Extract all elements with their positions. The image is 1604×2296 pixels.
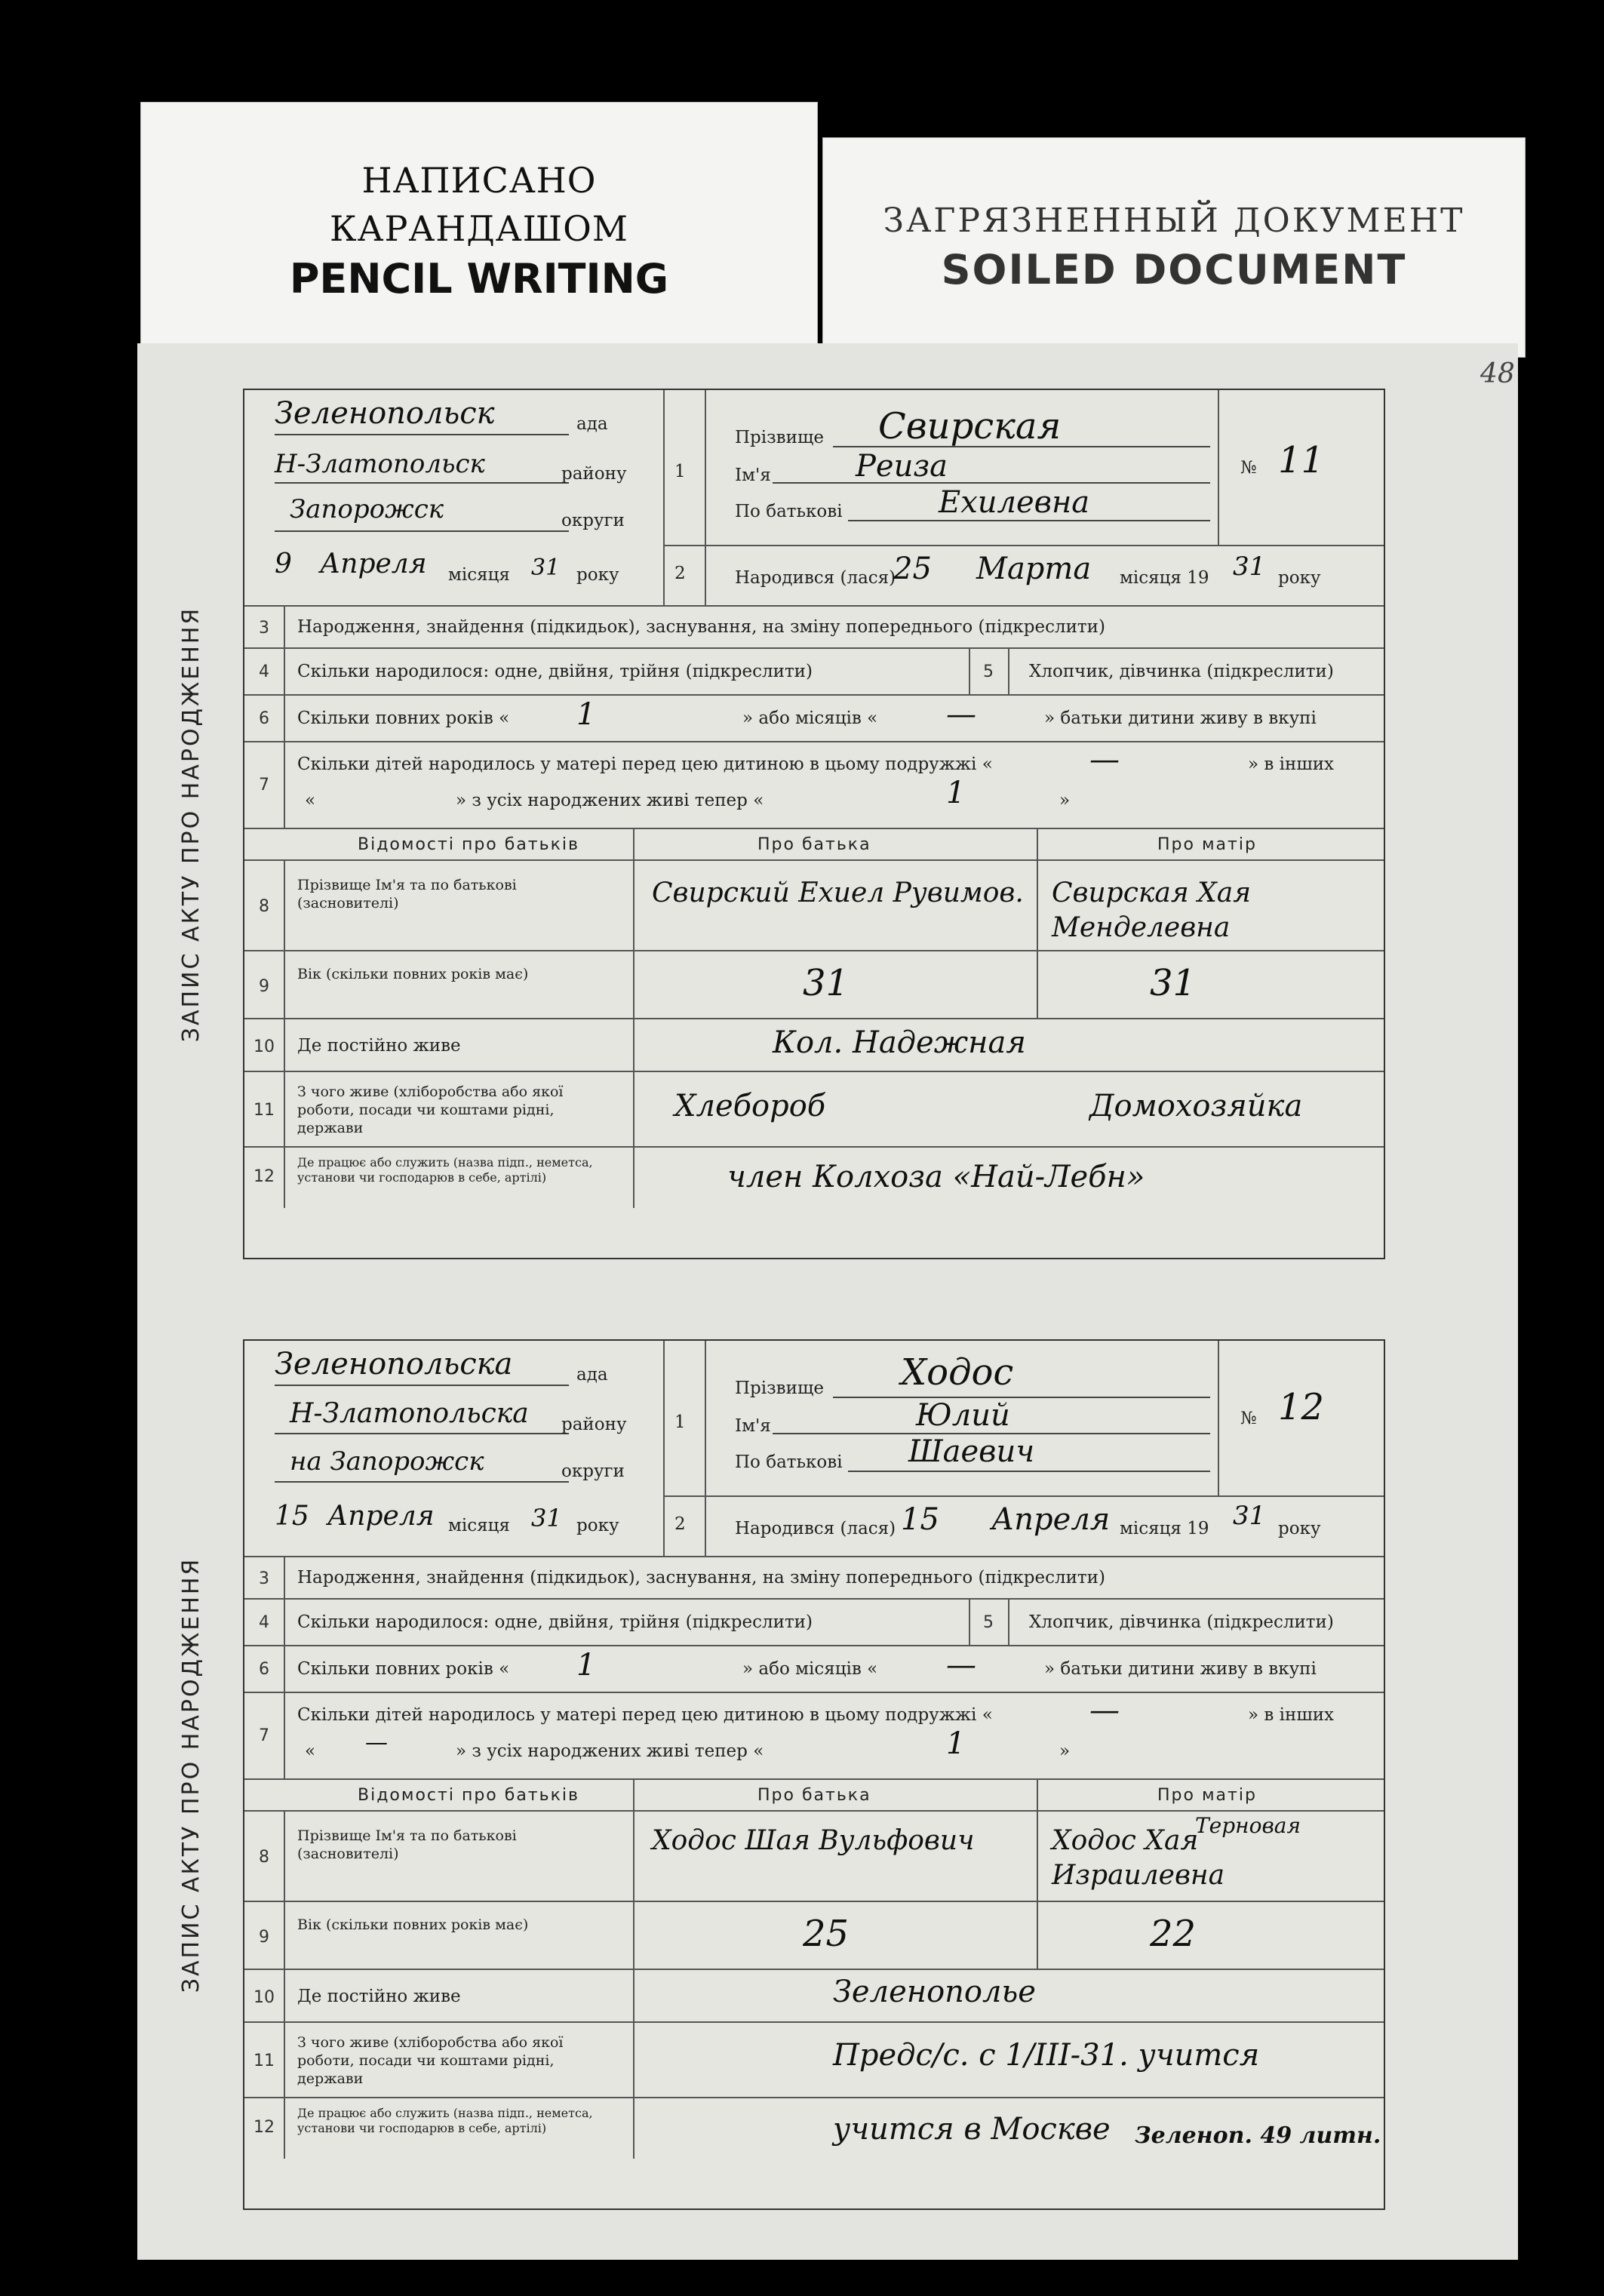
row-6: 6 Скільки повних років « 1 » або місяців « — » батьки дитини живу в вкупі [244, 694, 1384, 742]
about-father-header: Про батька [757, 1786, 871, 1805]
row10-label: Де постійно живе [297, 1987, 461, 2006]
row6-label-c: » батьки дитини живу в вкупі [1044, 708, 1317, 728]
row-10: 10 Де постійно живе Зеленополье [244, 1969, 1384, 2023]
place-rayon-value: Н-Златопольск [275, 449, 485, 479]
surname-label: Прізвище [735, 1379, 824, 1398]
mother-age-value: 31 [1150, 962, 1197, 1004]
row6-label-a: Скільки повних років « [297, 1659, 510, 1679]
row-3: 3 Народження, знайдення (підкидьок), заснування, на зміну попереднього (підкреслити) [244, 605, 1384, 649]
row6-label-b: » або місяців « [742, 708, 878, 728]
birth-record-12 [178, 1339, 1385, 2210]
roku-label: року [576, 1516, 619, 1535]
father-age-value: 25 [803, 1913, 850, 1955]
row-num-1: 1 [674, 1412, 686, 1432]
row-3: 3 Народження, знайдення (підкидьок), заснування, на зміну попереднього (підкреслити) [244, 1556, 1384, 1600]
reg-year-value: 31 [531, 1504, 562, 1532]
about-mother-header: Про матір [1157, 1786, 1257, 1805]
mother-name-value: Ходос Хая Израилевна [1052, 1825, 1225, 1891]
place-okrug-value: на Запорожск [290, 1446, 484, 1477]
side-title: ЗАПИС АКТУ ПРО НАРОДЖЕННЯ [178, 1557, 205, 1993]
rayon-label: району [561, 464, 627, 484]
record-header [244, 390, 1384, 605]
father-occupation-value: Предс/с. с 1/III-31. учится [833, 2038, 1260, 2073]
row12-label: Де працює або служить (назва підп., неметса, установи чи господарюв в себе, артілі) [297, 2106, 593, 2135]
row3-label: Народження, знайдення (підкидьок), заснування, на зміну попереднього (підкреслити) [297, 617, 1105, 637]
row-4: 4 Скільки народилося: одне, двійня, трійня (підкреслити) 5 Хлопчик, дівчинка (підкреслити) [244, 647, 1384, 696]
soiled-label-en: SOILED DOCUMENT [941, 246, 1407, 294]
birth-misyatsya-label: місяця 19 [1120, 1519, 1209, 1538]
children-before-value: — [1089, 1693, 1120, 1728]
patronymic-label: По батькові [735, 502, 843, 521]
row4-label: Скільки народилося: одне, двійня, трійня (підкреслити) [297, 662, 813, 681]
place-okrug-value: Запорожск [290, 494, 444, 524]
record-number: 12 [1278, 1386, 1325, 1428]
reg-day-value: 9 [275, 549, 292, 579]
row8-label: Прізвище Ім'я та по батькові (засновителі) [297, 877, 517, 911]
row-11: 11 З чого живе (хліборобства або якої роботи, посади чи коштами рідні, держави Предс/с. с 1/III-31. учится [244, 2021, 1384, 2098]
children-other-value: — [365, 1729, 388, 1756]
row7-label-a: Скільки дітей народилось у матері перед цею дитиною в цьому подружжі « [297, 755, 993, 774]
birth-roku-label: року [1278, 1519, 1321, 1538]
reg-month-value: Апреля [320, 549, 427, 579]
row7-label-a: Скільки дітей народилось у матері перед цею дитиною в цьому подружжі « [297, 1705, 993, 1725]
surname-value: Свирская [878, 405, 1062, 447]
row6-label-b: » або місяців « [742, 1659, 878, 1679]
father-occupation-value: Хлебороб [674, 1089, 826, 1123]
register-page [137, 343, 1518, 2260]
row3-label: Народження, знайдення (підкидьок), заснування, на зміну попереднього (підкреслити) [297, 1568, 1105, 1588]
patronymic-value: Ехилевна [939, 485, 1090, 520]
months-together-value: — [946, 697, 976, 732]
reg-month-value: Апреля [327, 1501, 435, 1532]
row-7: 7 Скільки дітей народилось у матері перед цею дитиною в цьому подружжі « — » в інших « » з усіх народжених живі тепер « 1 » [244, 741, 1384, 829]
years-together-value: 1 [576, 697, 596, 732]
place-rayon-value: Н-Златопольска [290, 1398, 529, 1429]
row-8: 8 Прізвище Ім'я та по батькові (засновителі) Ходос Шая Вульфович Ходос Хая Израилевна Терновая [244, 1810, 1384, 1902]
pencil-label-ru-line1: НАПИСАНО [361, 160, 597, 201]
row9-label: Вік (скільки повних років має) [297, 1916, 529, 1933]
row7-label-b: » в інших [1248, 755, 1335, 774]
father-age-value: 31 [803, 962, 850, 1004]
surname-label: Прізвище [735, 428, 824, 447]
workplace-value: член Колхоза «Най-Лебн» [727, 1160, 1145, 1194]
row6-label-c: » батьки дитини живу в вкупі [1044, 1659, 1317, 1679]
row12-label: Де працює або служить (назва підп., неметса, установи чи господарюв в себе, артілі) [297, 1155, 593, 1185]
row8-label: Прізвище Ім'я та по батькові (засновителі) [297, 1827, 517, 1862]
pencil-label-en: PENCIL WRITING [289, 255, 669, 303]
row11-label: З чого живе (хліборобства або якої роботи, посади чи коштами рідні, держави [297, 2034, 564, 2087]
pencil-label-ru-line2: КАРАНДАШОМ [330, 208, 628, 249]
mother-age-value: 22 [1150, 1913, 1197, 1955]
rayon-label: району [561, 1415, 627, 1434]
row10-label: Де постійно живе [297, 1036, 461, 1056]
misyatsya-label: місяця [448, 1516, 510, 1535]
children-before-value: — [1089, 742, 1120, 777]
misyatsya-label: місяця [448, 565, 510, 585]
record-header [244, 1341, 1384, 1556]
residence-value: Зеленополье [833, 1975, 1036, 2009]
row-num-1: 1 [674, 462, 686, 481]
birth-label: Народився (лася) [735, 1519, 896, 1538]
row6-label-a: Скільки повних років « [297, 708, 510, 728]
row-12: 12 Де працює або служить (назва підп., неметса, установи чи господарюв в себе, артілі) учится в Москве Зеленоп. 49 литн. [244, 2097, 1384, 2210]
stamp-note: Зеленоп. 49 литн. [1135, 2122, 1381, 2149]
residence-value: Кол. Надежная [773, 1025, 1026, 1060]
birth-month-value: Апреля [991, 1502, 1111, 1537]
father-name-value: Ходос Шая Вульфович [652, 1825, 975, 1856]
birth-day-value: 25 [893, 552, 932, 586]
okrug-label: округи [561, 1462, 625, 1481]
gada-label: ада [576, 414, 608, 434]
row-11: 11 З чого живе (хліборобства або якої роботи, посади чи коштами рідні, держави Хлебороб Домохозяйка [244, 1071, 1384, 1148]
mother-maiden-value: Терновая [1195, 1813, 1301, 1838]
birth-year-value: 31 [1233, 1501, 1266, 1531]
name-value: Реиза [856, 449, 948, 484]
parents-info-header: Відомості про батьків [358, 835, 579, 854]
no-label: № [1240, 1409, 1257, 1428]
soiled-label-ru: ЗАГРЯЗНЕННЫЙ ДОКУМЕНТ [883, 201, 1465, 240]
birth-label: Народився (лася) [735, 568, 896, 588]
about-father-header: Про батька [757, 835, 871, 854]
name-label: Ім'я [735, 1416, 771, 1436]
surname-value: Ходос [901, 1351, 1014, 1394]
parents-header [244, 1778, 1384, 1812]
row-9: 9 Вік (скільки повних років має) 25 22 [244, 1901, 1384, 1970]
side-title: ЗАПИС АКТУ ПРО НАРОДЖЕННЯ [178, 606, 205, 1042]
okrug-label: округи [561, 511, 625, 530]
row-num-2: 2 [674, 1514, 686, 1534]
about-mother-header: Про матір [1157, 835, 1257, 854]
row-12: 12 Де працює або служить (назва підп., неметса, установи чи господарюв в себе, артілі) член Колхоза «Най-Лебн» [244, 1146, 1384, 1259]
row-9: 9 Вік (скільки повних років має) 31 31 [244, 950, 1384, 1019]
row-6: 6 Скільки повних років « 1 » або місяців « — » батьки дитини живу в вкупі [244, 1645, 1384, 1693]
mother-name-value: Свирская Хая Менделевна [1052, 878, 1252, 943]
page-number: 48 [1480, 358, 1515, 389]
row-num-2: 2 [674, 564, 686, 583]
birth-year-value: 31 [1233, 552, 1266, 582]
name-value: Юлий [916, 1398, 1010, 1433]
place-gada-value: Зеленопольска [275, 1347, 513, 1382]
birth-day-value: 15 [901, 1502, 939, 1537]
parents-header [244, 828, 1384, 861]
mother-occupation-value: Домохозяйка [1089, 1089, 1303, 1123]
patronymic-value: Шаевич [908, 1434, 1035, 1469]
birth-month-value: Марта [976, 552, 1092, 586]
name-label: Ім'я [735, 466, 771, 485]
months-together-value: — [946, 1648, 976, 1683]
row-8: 8 Прізвище Ім'я та по батькові (засновителі) Свирский Ехиел Рувимов. Свирская Хая Менделевна [244, 859, 1384, 951]
record-number: 11 [1278, 439, 1325, 481]
reg-day-value: 15 [275, 1501, 309, 1532]
years-together-value: 1 [576, 1648, 596, 1683]
row7-label-e: » [1059, 791, 1071, 810]
row7-label-d: » з усіх народжених живі тепер « [456, 791, 764, 810]
row-4: 4 Скільки народилося: одне, двійня, трійня (підкреслити) 5 Хлопчик, дівчинка (підкреслити) [244, 1598, 1384, 1646]
parents-info-header: Відомості про батьків [358, 1786, 579, 1805]
row5-label: Хлопчик, дівчинка (підкреслити) [1029, 662, 1334, 681]
place-gada-value: Зеленопольск [275, 396, 495, 431]
roku-label: року [576, 565, 619, 585]
row5-label: Хлопчик, дівчинка (підкреслити) [1029, 1612, 1334, 1632]
row4-label: Скільки народилося: одне, двійня, трійня (підкреслити) [297, 1612, 813, 1632]
row11-label: З чого живе (хліборобства або якої роботи, посади чи коштами рідні, держави [297, 1083, 564, 1136]
row7-label-d: » з усіх народжених живі тепер « [456, 1741, 764, 1761]
workplace-value: учится в Москве [833, 2112, 1111, 2147]
no-label: № [1240, 458, 1257, 478]
row7-label-b: » в інших [1248, 1705, 1335, 1725]
children-alive-value: 1 [946, 1726, 966, 1761]
pencil-writing-label [140, 102, 818, 360]
father-name-value: Свирский Ехиел Рувимов. [652, 878, 1024, 908]
patronymic-label: По батькові [735, 1452, 843, 1472]
gada-label: ада [576, 1365, 608, 1385]
row7-label-e: » [1059, 1741, 1071, 1761]
birth-roku-label: року [1278, 568, 1321, 588]
row-10: 10 Де постійно живе Кол. Надежная [244, 1018, 1384, 1072]
row9-label: Вік (скільки повних років має) [297, 966, 529, 982]
soiled-document-label [822, 137, 1526, 358]
children-alive-value: 1 [946, 776, 966, 810]
reg-year-value: 31 [531, 555, 561, 581]
birth-record-11 [178, 389, 1385, 1259]
birth-misyatsya-label: місяця 19 [1120, 568, 1209, 588]
row-7: 7 Скільки дітей народилось у матері перед цею дитиною в цьому подружжі « — » в інших « — » з усіх народжених живі тепер « 1 » [244, 1692, 1384, 1780]
